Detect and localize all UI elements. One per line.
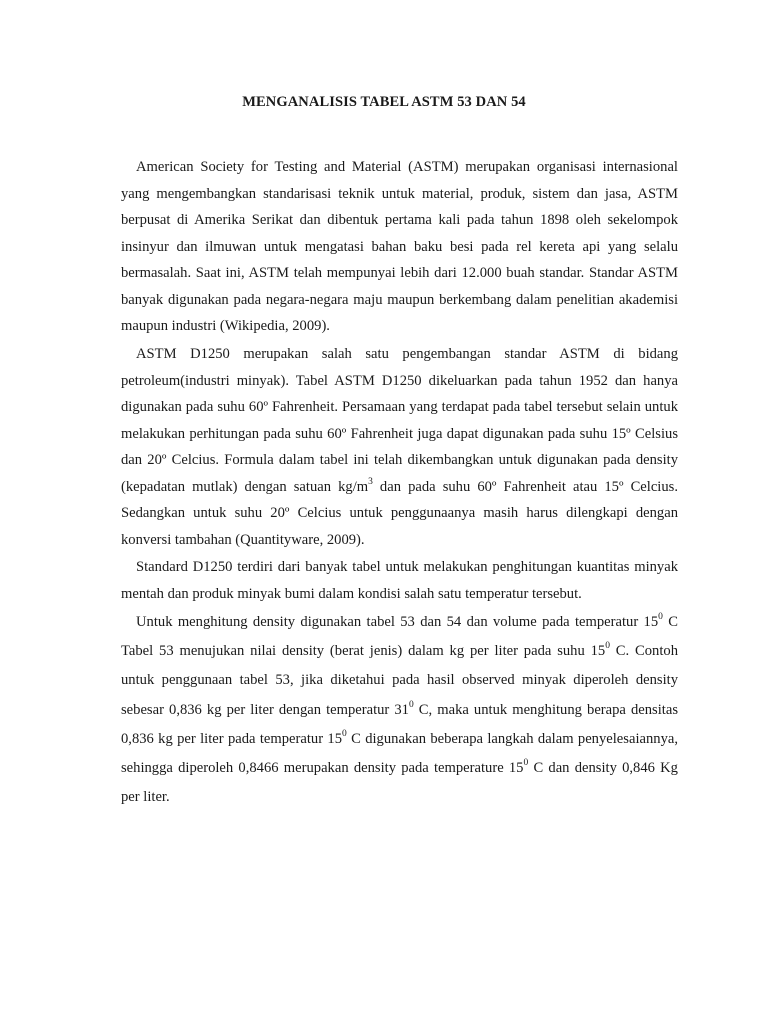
paragraph-text: C Tabel 53 menujukan nilai density (berat jenis) dalam kg per liter pada suhu 15 [121, 614, 678, 660]
paragraph-text: dan pada suhu 60º Fahrenheit atau 15º Celcius. Sedangkan untuk suhu 20º Celcius untuk penggunaanya masih harus dilengkapi dengan konversi tambahan (Quantityware, 2009). [121, 478, 678, 548]
paragraph-text: Untuk menghitung density digunakan tabel 53 dan 54 dan volume pada temperatur 15 [136, 614, 659, 630]
document-title: MENGANALISIS TABEL ASTM 53 DAN 54 [242, 94, 526, 110]
paragraph-text: C. Contoh untuk penggunaan tabel 53, jika diketahui pada hasil observed minyak diperoleh density sebesar 0,836 kg per liter dengan temperatur 31 [121, 643, 679, 718]
degree-superscript: 0 [658, 612, 663, 623]
paragraph-astm-d1250 [121, 341, 678, 553]
degree-superscript: 0 [408, 699, 414, 710]
paragraph-text: C digunakan beberapa langkah dalam penyelesaiannya, sehingga diperoleh 0,8466 merupakan density pada temperature 15 [121, 730, 678, 777]
paragraph-standard-d1250: Standard D1250 terdiri dari banyak tabel untuk melakukan penghitungan kuantitas minyak mentah dan produk minyak bumi dalam kondisi salah satu temperatur tersebut. [121, 559, 678, 602]
degree-superscript: 0 [523, 758, 529, 769]
degree-superscript: 0 [342, 728, 347, 739]
paragraph-astm-intro: American Society for Testing and Material (ASTM) merupakan organisasi internasional yang mengembangkan standarisasi teknik untuk material, produk, sistem dan jasa, ASTM berpusat di Amerika Serikat dan dibentuk pertama kali pada tahun 1898 oleh sekelompok insinyur dan ilmuwan untuk mengatasi bahan baku besi pada rel kereta api yang selalu bermasalah. Saat ini, ASTM telah mempunyai lebih dari 12.000 buah standar. Standar ASTM banyak digunakan pada negara-negara maju maupun berkembang dalam penelitian akademisi maupun industri (Wikipedia, 2009). [121, 159, 678, 334]
paragraph-text: C, maka untuk menghitung berapa densitas 0,836 kg per liter pada temperatur 15 [121, 701, 678, 747]
superscript: 3 [368, 476, 373, 487]
degree-superscript: 0 [605, 641, 610, 652]
paragraph-text: ASTM D1250 merupakan salah satu pengembangan standar ASTM di bidang petroleum(industri minyak). Tabel ASTM D1250 dikeluarkan pada tahun 1952 dan hanya digunakan pada suhu 60º Fahrenheit. Persamaan yang terdapat pada tabel tersebut selain untuk melakukan perhitungan pada suhu 60º Fahrenheit juga dapat digunakan pada suhu 15º Celsius dan 20º Celcius. Formula dalam tabel ini telah dikembangkan untuk digunakan pada density (kepadatan mutlak) dengan satuan kg/m [121, 346, 678, 495]
paragraph-density-calculation [121, 608, 678, 812]
paragraph-text: C dan density 0,846 Kg per liter. [121, 760, 678, 806]
